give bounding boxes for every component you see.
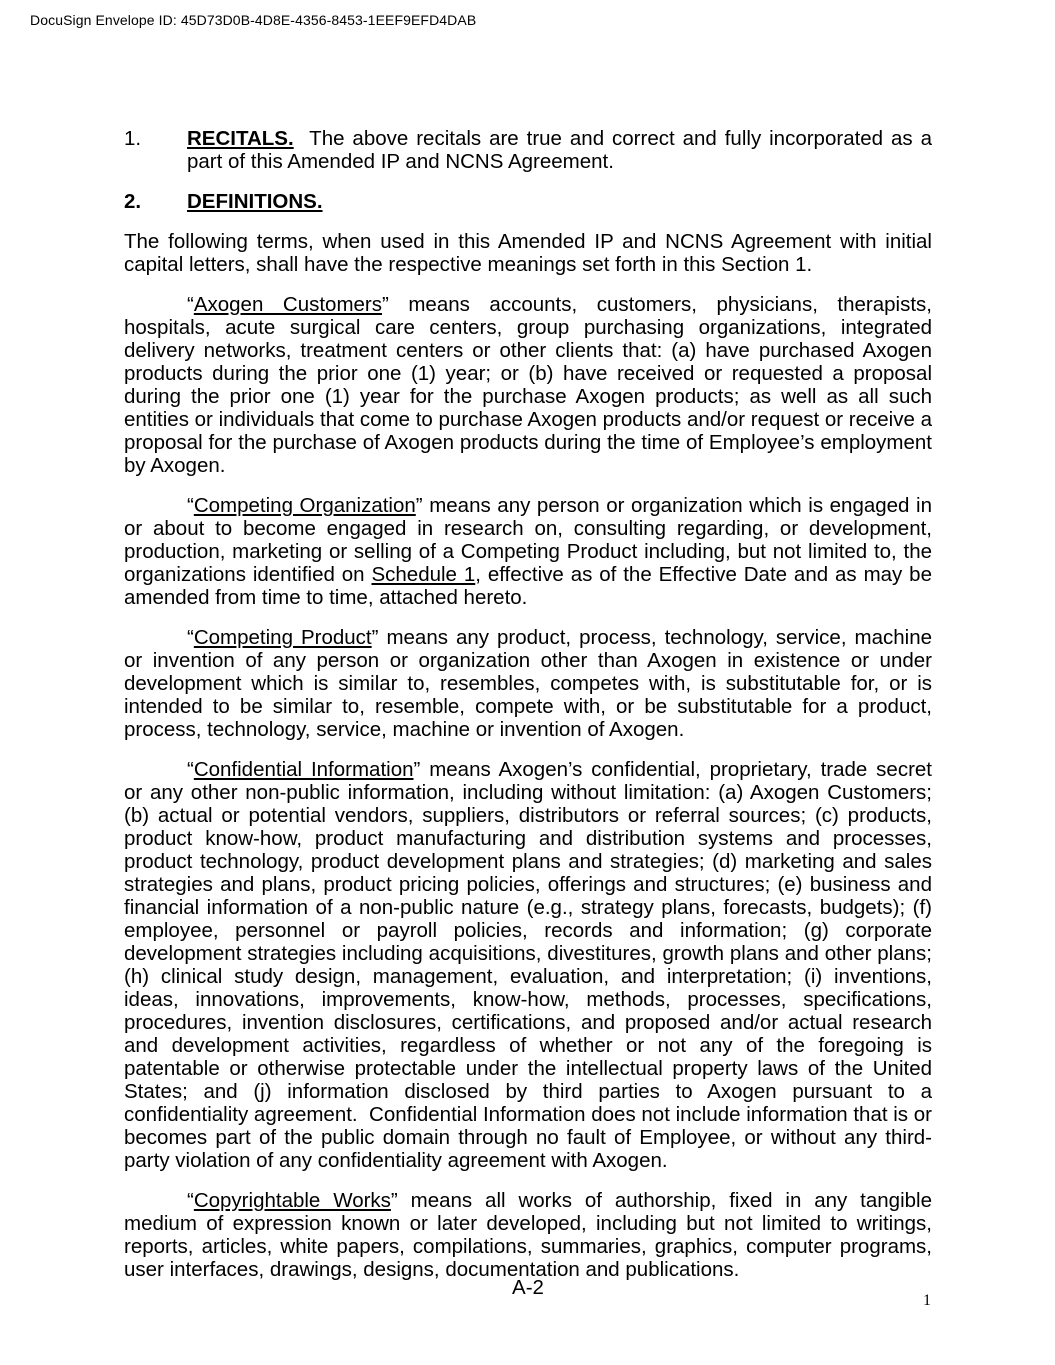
definition-body: means any product, process, technology, service, machine or invention of any person or organization other than Axogen in existence or under development which is similar to, resembles, competes with, is substitutable for, or is intended to be similar to, resemble, compete with, or be substitutable for a product, process, technology, service, machine or invention of Axogen.: [124, 626, 938, 741]
section-number: 1.: [124, 127, 142, 150]
definition-body: means Axogen’s confidential, proprietary, trade secret or any other non-public information, including without limitation: (a) Axogen Customers; (b) actual or potential vendors, suppliers, distributors or referral sources; (c) products, product know-how, product manufacturing and distribution systems and processes, product technology, product development plans and strategies; (d) marketing and sales strategies and plans, product pricing policies, offerings and structures; (e) business and financial information of a non-public nature (e.g., strategy plans, forecasts, budgets); (f) employee, personnel or payroll policies, records and information; (g) corporate development strategies including acquisitions, divestitures, growth plans and other plans; (h) clinical study design, management, evaluation, and interpretation; (i) inventions, ideas, innovations, improvements, know-how, methods, processes, specifications, procedures, invention disclosures, certifications, and proposed and/or actual research and development activities, regardless of whether or not any of the foregoing is patentable or otherwise protectable under the intellectual property laws of the United States; and (j) information disclosed by third parties to Axogen pursuant to a confidentiality agreement. Confidential Information does not include information that is or becomes part of the public domain through no fault of Employee, or without any third-party violation of any confidentiality agreement with Axogen.: [124, 758, 938, 1172]
definition-body: means all works of authorship, fixed in any tangible medium of expression known or later developed, including but not limited to writings, reports, articles, white papers, compilations, summaries, graphics, computer programs, user interfaces, drawings, designs, documentation and publications.: [124, 1189, 938, 1281]
open-quote: “: [187, 494, 194, 517]
open-quote: “: [187, 293, 194, 316]
definition-confidential-information: [124, 758, 938, 1172]
section-recitals: [124, 127, 938, 173]
section-heading: RECITALS.: [187, 127, 294, 150]
open-quote: “: [187, 758, 194, 781]
defined-term: Copyrightable Works: [193, 1189, 391, 1212]
definition-copyrightable-works: [124, 1189, 938, 1281]
definition-competing-organization: [124, 494, 938, 609]
open-quote: “: [187, 1189, 194, 1212]
section-definitions: [124, 190, 932, 213]
section-heading: DEFINITIONS.: [187, 190, 323, 213]
defined-term: Competing Product: [193, 626, 372, 649]
definition-axogen-customers: [124, 293, 938, 477]
close-quote: ”: [371, 626, 379, 649]
definition-body: means accounts, customers, physicians, therapists, hospitals, acute surgical care centers, group purchasing organizations, integrated delivery networks, treatment centers or other clients that: (a) have purchased Axogen products during the prior one (1) year; or (b) have received or requested a proposal during the prior one (1) year for the purchase Axogen products; as well as all such entities or individuals that come to purchase Axogen products and/or request or receive a proposal for the purchase of Axogen products during the time of Employee’s employment by Axogen.: [124, 293, 938, 477]
definition-body-continued: , effective as of the Effective Date and as may be amended from time to time, attached hereto.: [124, 563, 938, 609]
close-quote: ”: [390, 1189, 398, 1212]
close-quote: ”: [415, 494, 423, 517]
defined-term: Confidential Information: [193, 758, 414, 781]
section-body: The above recitals are true and correct and fully incorporated as a part of this Amended IP and NCNS Agreement.: [187, 127, 938, 173]
definition-competing-product: [124, 626, 938, 741]
document-content: [124, 127, 938, 1298]
definition-body: means any person or organization which is engaged in or about to become engaged in research on, consulting regarding, or development, production, marketing or selling of a Competing Product including, but not limited to, the organizations identified on: [124, 494, 938, 586]
docusign-envelope-id: DocuSign Envelope ID: 45D73D0B-4D8E-4356-8453-1EEF9EFD4DAB: [30, 12, 477, 28]
open-quote: “: [187, 626, 194, 649]
section-number: 2.: [124, 190, 142, 213]
inline-reference-schedule-1: Schedule 1: [371, 563, 476, 586]
footer-page-number: 1: [923, 1292, 931, 1309]
defined-term: Axogen Customers: [193, 293, 382, 316]
close-quote: ”: [382, 293, 389, 316]
close-quote: ”: [413, 758, 421, 781]
intro-paragraph: The following terms, when used in this Amended IP and NCNS Agreement with initial capital letters, shall have the respective meanings set forth in this Section 1.: [124, 230, 938, 276]
defined-term: Competing Organization: [193, 494, 416, 517]
footer-page-label: A-2: [512, 1276, 544, 1299]
